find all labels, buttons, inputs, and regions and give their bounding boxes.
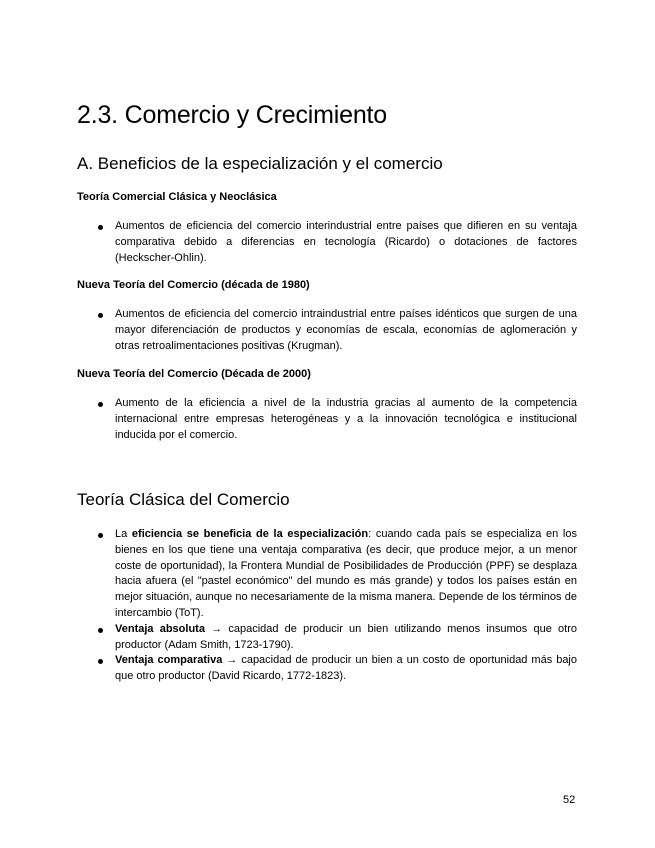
list-item: Ventaja absoluta → capacidad de producir un bien utilizando menos insumos que otro productor (Adam Smith, 1723-1790). xyxy=(77,622,577,654)
list-classical-trade xyxy=(77,527,577,685)
list-item: Ventaja comparativa → capacidad de producir un bien a un costo de oportunidad más bajo que otro productor (David Ricardo, 1772-1823). xyxy=(77,653,577,685)
list-classical xyxy=(77,219,577,266)
chapter-title: 2.3. Comercio y Crecimiento xyxy=(77,101,387,129)
subheading-new-1980: Nueva Teoría del Comercio (década de 1980) xyxy=(77,279,310,291)
list-new-1980 xyxy=(77,307,577,354)
list-new-2000 xyxy=(77,396,577,443)
list-item: La eficiencia se beneficia de la especialización: cuando cada país se especializa en los bienes en los que tiene una ventaja comparativa (es decir, que produce mejor, a un menor coste de oportunidad), la Frontera Mundial de Posibilidades de Producción (PPF) se desplaza hacia afuera (el "pastel económico" del mundo es más grande) y todos los países están en mejor situación, aunque no necesariamente de la misma manera. Depende de los términos de intercambio (ToT). xyxy=(77,527,577,622)
page-number: 52 xyxy=(563,794,576,806)
list-item: Aumento de la eficiencia a nivel de la industria gracias al aumento de la competencia internacional entre empresas heterogéneas y a la innovación tecnológica e institucional inducida por el comercio. xyxy=(77,396,577,443)
subheading-classical: Teoría Comercial Clásica y Neoclásica xyxy=(77,191,277,203)
list-item: Aumentos de eficiencia del comercio intraindustrial entre países idénticos que surgen de una mayor diferenciación de productos y economías de escala, economías de aglomeración y otras retroalimentaciones positivas (Krugman). xyxy=(77,307,577,354)
section-a-heading: A. Beneficios de la especialización y el comercio xyxy=(77,154,443,173)
list-item: Aumentos de eficiencia del comercio interindustrial entre países que difieren en su ventaja comparativa debido a diferencias en tecnología (Ricardo) o dotaciones de factores (Heckscher-Ohlin). xyxy=(77,219,577,266)
section-b-heading: Teoría Clásica del Comercio xyxy=(77,490,290,509)
subheading-new-2000: Nueva Teoría del Comercio (Década de 2000) xyxy=(77,368,311,380)
